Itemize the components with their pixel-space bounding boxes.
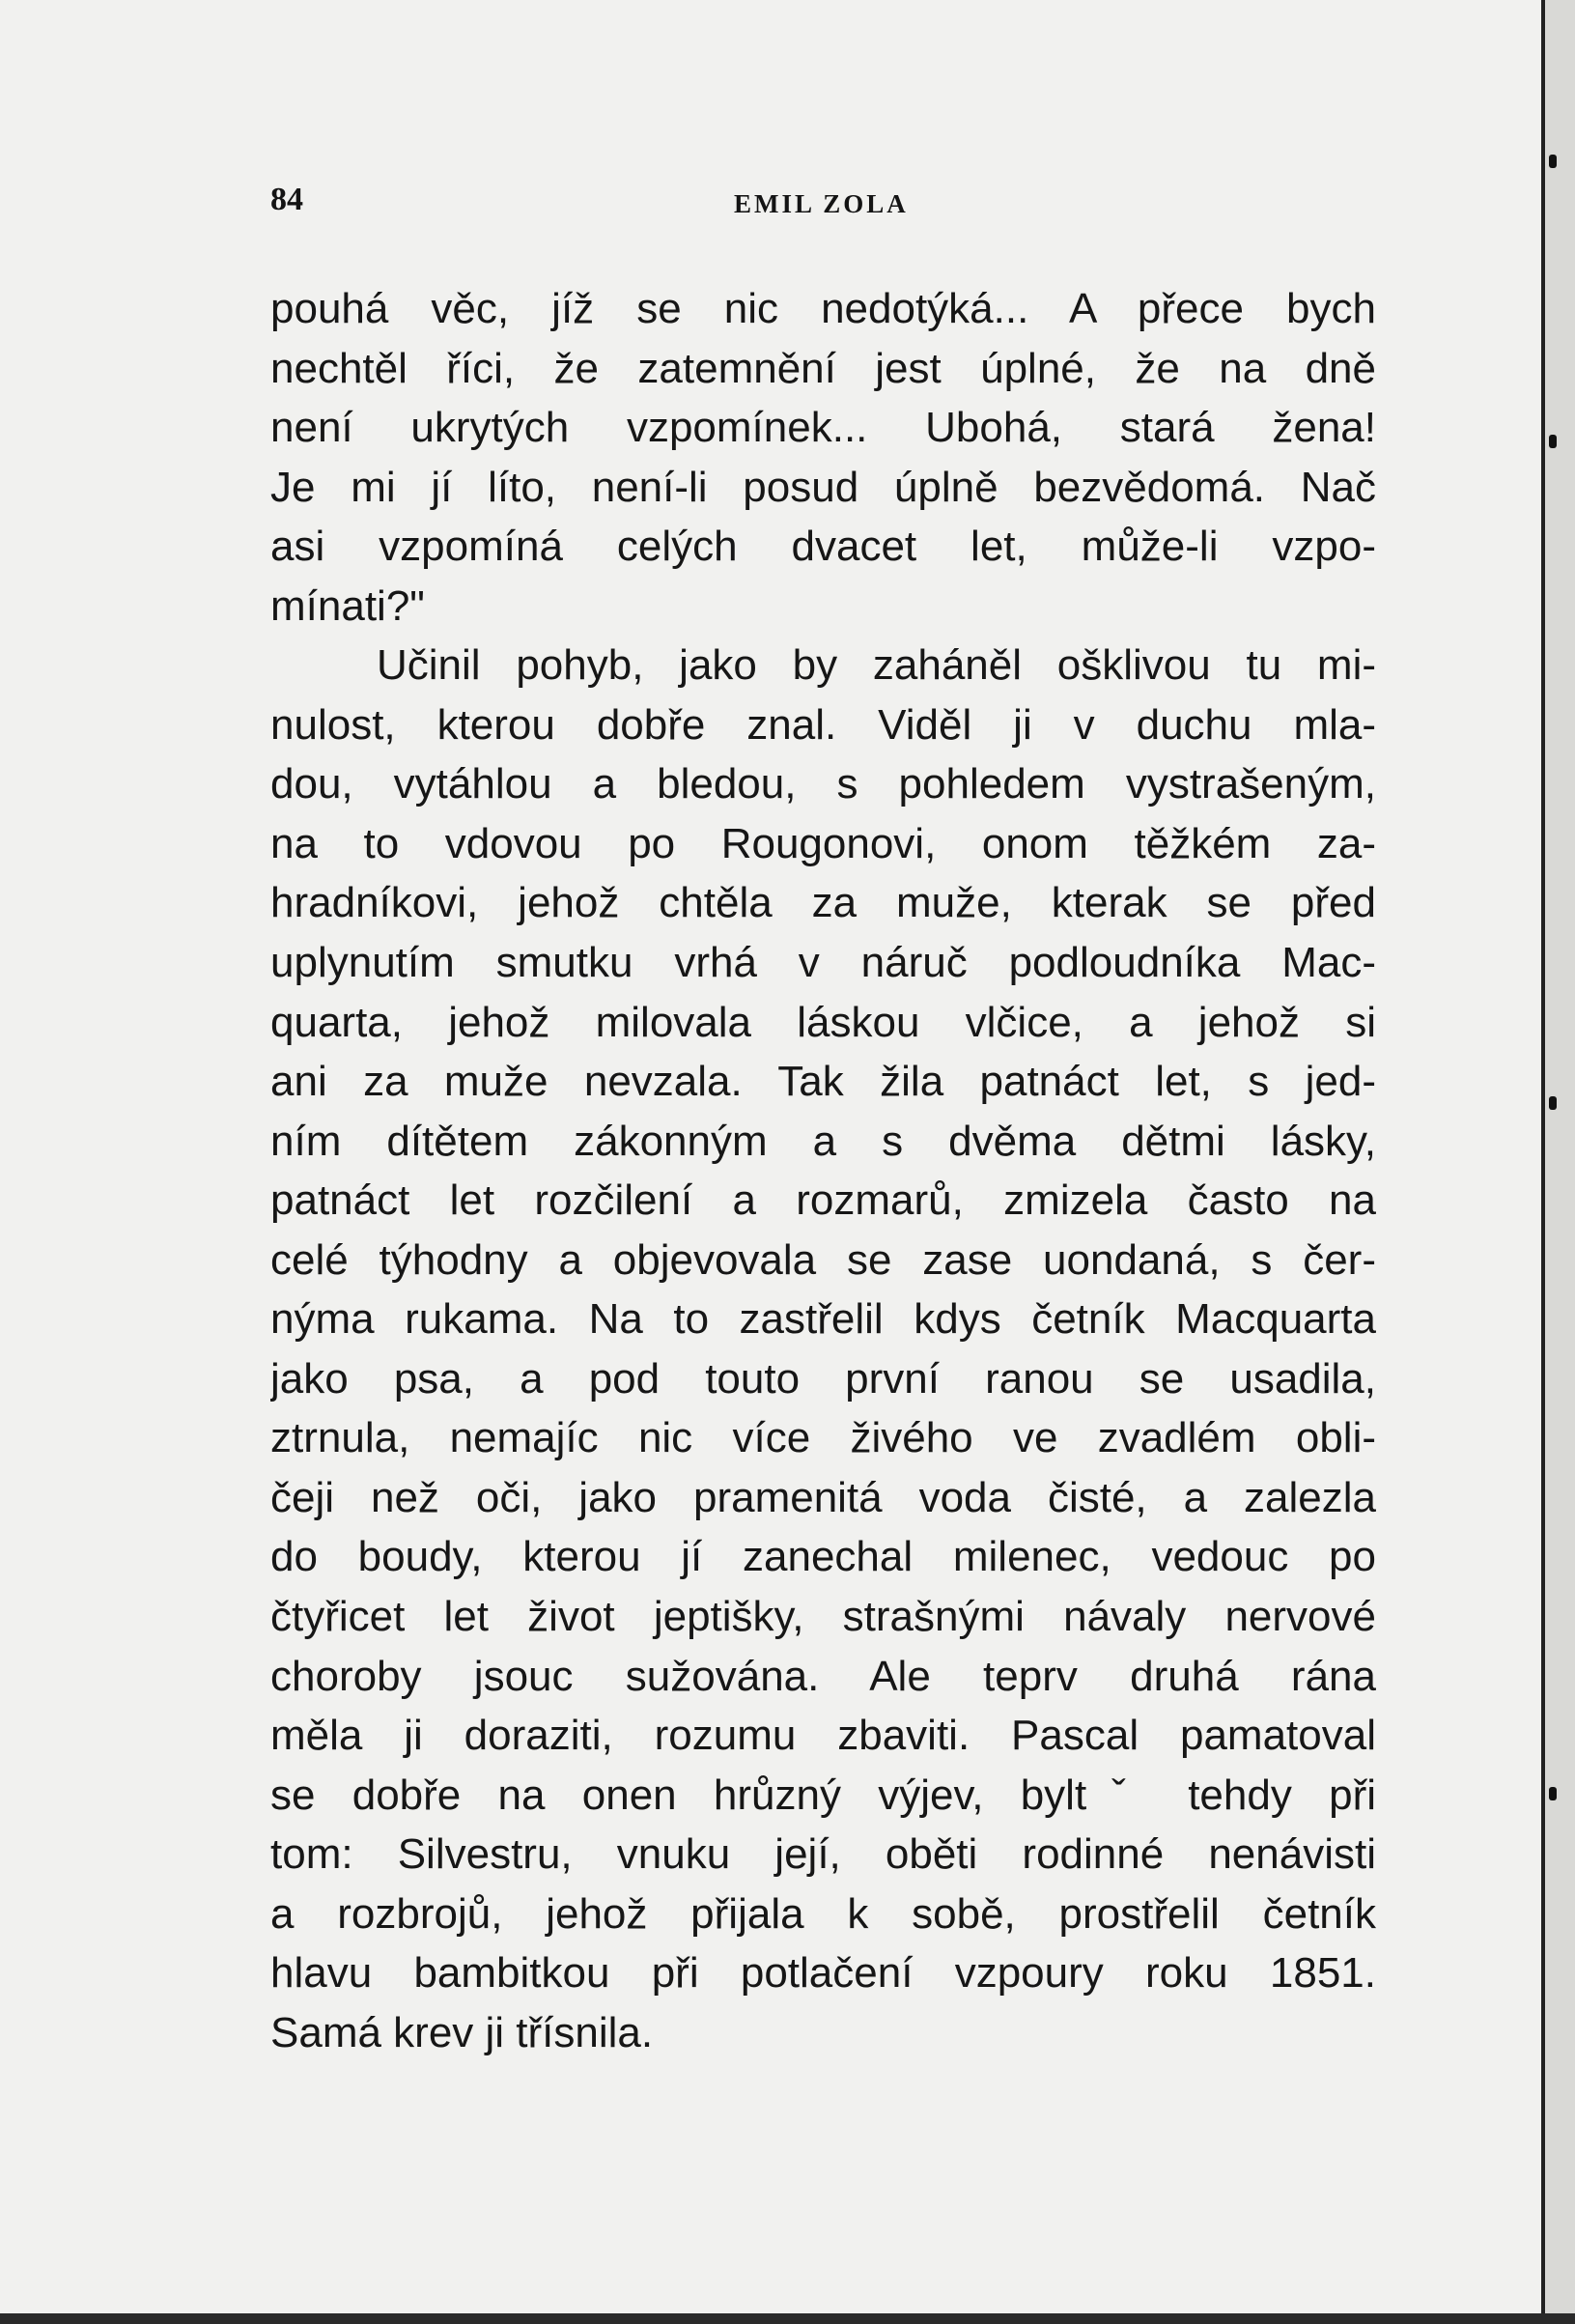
text-line: měla ji doraziti, rozumu zbaviti. Pascal pamatoval bbox=[270, 1712, 1376, 1760]
text-line: Samá krev ji třísnila. bbox=[270, 2008, 654, 2056]
text-line: tom: Silvestru, vnuku její, oběti rodinné nenávisti bbox=[270, 1830, 1376, 1879]
running-head bbox=[270, 182, 1376, 230]
text-line: dou, vytáhlou a bledou, s pohledem vystrašeným, bbox=[270, 760, 1376, 808]
ink-mark bbox=[1549, 1096, 1557, 1110]
paragraph-start-line: Učinil pohyb, jako by zaháněl ošklivou tu mi- bbox=[377, 641, 1376, 690]
scan-bottom-edge bbox=[0, 2313, 1575, 2324]
text-line: ním dítětem zákonným a s dvěma dětmi lásky, bbox=[270, 1117, 1376, 1165]
text-line: a rozbrojů, jehož přijala k sobě, prostřelil četník bbox=[270, 1889, 1376, 1938]
text-line: není ukrytých vzpomínek... Ubohá, stará žena! bbox=[270, 404, 1376, 452]
text-line: mínati?" bbox=[270, 581, 425, 630]
text-line: pouhá věc, jíž se nic nedotýká... A přece bych bbox=[270, 285, 1376, 332]
ink-mark bbox=[1549, 1787, 1557, 1800]
body-text bbox=[270, 279, 1376, 2062]
text-line: hlavu bambitkou při potlačení vzpoury roku 1851. bbox=[270, 1949, 1376, 1998]
page-number: 84 bbox=[270, 182, 303, 217]
text-line: na to vdovou po Rougonovi, onom těžkém za- bbox=[270, 819, 1376, 867]
text-line: jako psa, a pod touto první ranou se usadila, bbox=[270, 1354, 1376, 1403]
text-line: quarta, jehož milovala láskou vlčice, a jehož si bbox=[270, 998, 1376, 1046]
text-line: čeji než oči, jako pramenitá voda čisté, a zalezla bbox=[270, 1473, 1376, 1521]
text-line: nulost, kterou dobře znal. Viděl ji v duchu mla- bbox=[270, 700, 1376, 749]
text-line: ani za muže nevzala. Tak žila patnáct let, s jed- bbox=[270, 1058, 1376, 1106]
text-line: uplynutím smutku vrhá v náruč podloudníka Mac- bbox=[270, 939, 1376, 987]
adjacent-page-edge bbox=[1541, 0, 1575, 2324]
text-line: patnáct let rozčilení a rozmarů, zmizela často na bbox=[270, 1176, 1376, 1225]
text-line: asi vzpomíná celých dvacet let, může-li vzpo- bbox=[270, 523, 1376, 571]
text-line: se dobře na onen hrůzný výjev, byltˇ tehdy při bbox=[270, 1771, 1376, 1819]
text-line: choroby jsouc sužována. Ale teprv druhá rána bbox=[270, 1652, 1376, 1700]
text-line: do boudy, kterou jí zanechal milenec, vedouc po bbox=[270, 1533, 1376, 1581]
running-head-author: EMIL ZOLA bbox=[734, 189, 909, 218]
text-line: Je mi jí líto, není-li posud úplně bezvědomá. Nač bbox=[270, 463, 1376, 511]
text-line: čtyřicet let život jeptišky, strašnými návaly nervové bbox=[270, 1593, 1376, 1641]
text-line: ztrnula, nemajíc nic více živého ve zvadlém obli- bbox=[270, 1414, 1376, 1462]
text-line: nechtěl říci, že zatemnění jest úplné, že na dně bbox=[270, 344, 1376, 392]
text-line: celé týhodny a objevovala se zase uondaná, s čer- bbox=[270, 1235, 1376, 1284]
text-line: nýma rukama. Na to zastřelil kdys četník Macquarta bbox=[270, 1295, 1376, 1344]
text-line: hradníkovi, jehož chtěla za muže, kterak se před bbox=[270, 879, 1376, 927]
ink-mark bbox=[1549, 155, 1557, 168]
ink-mark bbox=[1549, 435, 1557, 448]
